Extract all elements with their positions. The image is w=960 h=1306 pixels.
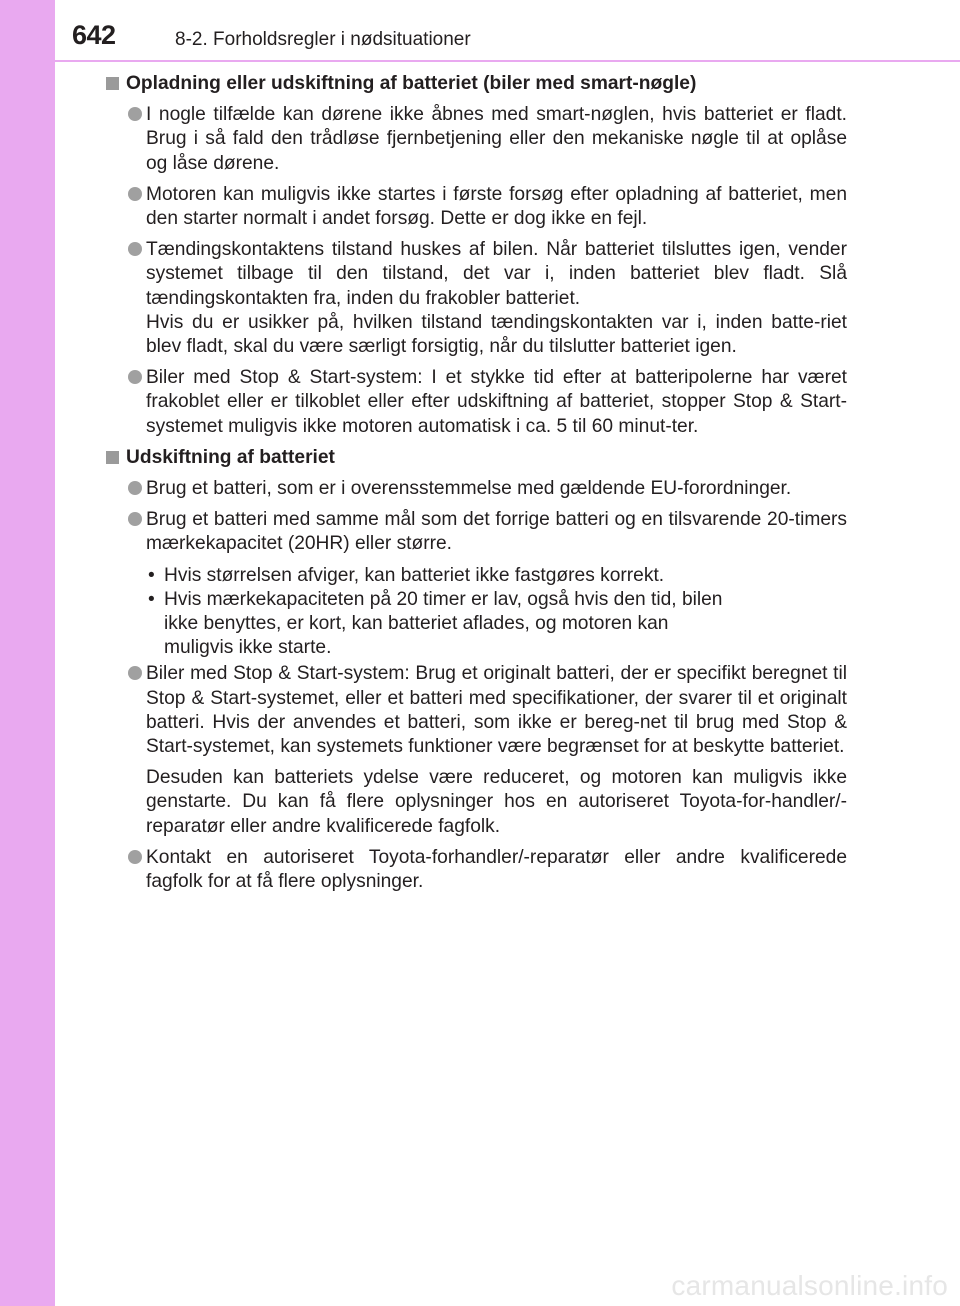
circle-bullet-icon bbox=[128, 481, 142, 495]
list-item bbox=[106, 103, 847, 176]
list-item-continuation: Hvis du er usikker på, hvilken tilstand tændingskontakten var i, inden batte-riet blev fladt, skal du være særligt forsigtig, når du tilslutter batteriet igen. bbox=[146, 311, 847, 358]
list-item bbox=[106, 238, 847, 359]
list-item-text: Biler med Stop & Start-system: I et stykke tid efter at batteripolerne har været frakoblet eller er tilkoblet eller efter udskiftning af batteriet, stopper Stop & Start-systemet muligvis ikke motoren automatisk i ca. 5 til 60 minut-ter. bbox=[146, 367, 847, 437]
circle-bullet-icon bbox=[128, 850, 142, 864]
sub-bullet-marker: • bbox=[148, 588, 155, 610]
sub-bullet-text: Hvis mærkekapaciteten på 20 timer er lav, også hvis den tid, bilen ikke benyttes, er kort, kan batteriet aflades, og motoren kan muligvis ikke starte. bbox=[164, 588, 723, 659]
list-item bbox=[106, 662, 847, 759]
list-item-text: Tændingskontaktens tilstand huskes af bilen. Når batteriet tilsluttes igen, vender systemet tilbage til den tilstand, det var i, inden batteriet blev fladt. Slå tændingskontakten fra, inden du frakobler batteriet. bbox=[146, 239, 847, 309]
list-item bbox=[106, 366, 847, 439]
circle-bullet-icon bbox=[128, 512, 142, 526]
circle-bullet-icon bbox=[128, 666, 142, 680]
circle-bullet-icon bbox=[128, 242, 142, 256]
square-bullet-icon bbox=[106, 77, 119, 90]
section-heading-text: Udskiftning af batteriet bbox=[126, 446, 335, 468]
list-item-text: Brug et batteri, som er i overensstemmelse med gældende EU-forordninger. bbox=[146, 478, 792, 500]
list-item bbox=[106, 477, 847, 501]
page-content bbox=[106, 72, 847, 901]
section-heading bbox=[106, 72, 847, 96]
sub-bullet-item bbox=[146, 588, 847, 661]
section-title: 8-2. Forholdsregler i nødsituationer bbox=[175, 29, 471, 50]
section-heading-text: Opladning eller udskiftning af batteriet (biler med smart-nøgle) bbox=[126, 73, 697, 94]
list-item-text: Kontakt en autoriseret Toyota-forhandler/-reparatør eller andre kvalificerede fagfolk for at få flere oplysninger. bbox=[146, 846, 847, 893]
list-item-continuation: Desuden kan batteriets ydelse være reduceret, og motoren kan muligvis ikke genstarte. Du kan få flere oplysninger hos en autoriseret Toyota-for-handler/-reparatør eller andre kvalificerede fagfolk. bbox=[146, 767, 847, 837]
square-bullet-icon bbox=[106, 451, 119, 464]
page-number: 642 bbox=[72, 20, 116, 50]
sub-bullet-item bbox=[146, 564, 847, 588]
left-margin-band bbox=[0, 0, 55, 1306]
circle-bullet-icon bbox=[128, 187, 142, 201]
list-item-text: I nogle tilfælde kan dørene ikke åbnes med smart-nøglen, hvis batteriet er fladt. Brug i så fald den trådløse fjernbetjening eller den mekaniske nøgle til at oplåse og låse dørene. bbox=[146, 104, 847, 174]
sub-bullet-marker: • bbox=[148, 564, 155, 586]
watermark: carmanualsonline.info bbox=[671, 1270, 948, 1301]
sub-bullet-text: Hvis størrelsen afviger, kan batteriet ikke fastgøres korrekt. bbox=[164, 564, 665, 586]
section-heading bbox=[106, 446, 847, 470]
list-item bbox=[106, 508, 847, 556]
list-item bbox=[106, 846, 847, 894]
list-item-text: Biler med Stop & Start-system: Brug et originalt batteri, der er specifikt beregnet til Stop & Start-systemet, eller et batteri med specifikationer, der svarer til et originalt batteri. Hvis der anvendes et batteri, som ikke er bereg-net til brug med Stop & Start-systemet, kan systemets funktioner være begrænset for at beskytte batteriet. bbox=[146, 663, 847, 758]
circle-bullet-icon bbox=[128, 107, 142, 121]
header-rule bbox=[55, 60, 960, 62]
list-item-text: Motoren kan muligvis ikke startes i første forsøg efter opladning af batteriet, men den starter normalt i andet forsøg. Dette er dog ikke en fejl. bbox=[146, 183, 847, 230]
list-item-continuation-paragraph bbox=[106, 766, 847, 839]
sub-bullet-list bbox=[106, 564, 847, 661]
circle-bullet-icon bbox=[128, 370, 142, 384]
list-item bbox=[106, 183, 847, 231]
list-item-text: Brug et batteri med samme mål som det forrige batteri og en tilsvarende 20-timers mærkekapacitet (20HR) eller større. bbox=[146, 509, 847, 555]
